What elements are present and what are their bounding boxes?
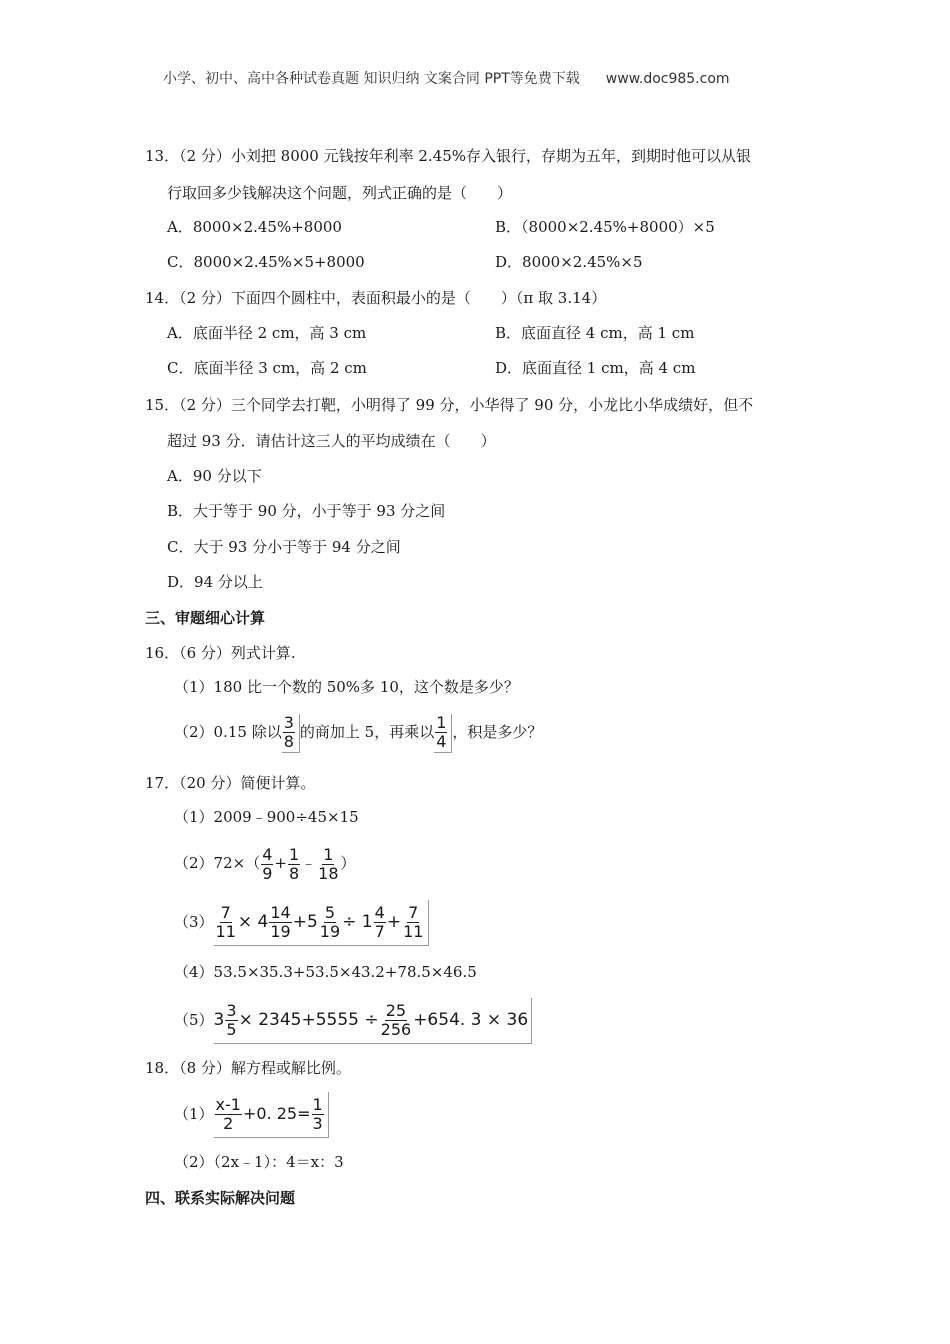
q14-option-d: D．底面直径 1 cm，高 4 cm (495, 359, 696, 377)
q18-part2: （2）（2x﹣1）：4＝x：3 (174, 1153, 344, 1171)
q13-line1: 13．（2 分）小刘把 8000 元钱按年利率 2.45%存入银行，存期为五年，到期时他可以从银 (145, 147, 752, 165)
fraction-denominator: 8 (283, 731, 294, 751)
q17-part2 (174, 841, 356, 885)
fraction-1-18 (317, 846, 339, 883)
fraction-1-3 (312, 1096, 324, 1133)
q17-part4: （4）53.5×35.3+53.5×43.2+78.5×46.5 (174, 963, 477, 981)
q15-line1: 15．（2 分）三个同学去打靶，小明得了 99 分，小华得了 90 分，小龙比小华成绩好，但不 (145, 396, 754, 414)
q14-option-c: C．底面半径 3 cm，高 2 cm (167, 359, 367, 377)
fraction-numerator: 7 (220, 902, 231, 922)
fraction-7-11 (215, 904, 237, 941)
q17-part1: （1）2009﹣900÷45×15 (174, 808, 359, 826)
fraction-25-256 (380, 1002, 413, 1039)
fraction-numerator: 14 (270, 902, 291, 922)
fraction-numerator: 3 (283, 712, 294, 732)
q13-option-b: B．（8000×2.45%+8000）×5 (495, 218, 715, 236)
q17-title: 17．（20 分）简便计算。 (145, 774, 316, 792)
fraction-14-19 (269, 904, 291, 941)
fraction-denominator: 8 (288, 863, 300, 883)
q17-part5-expression (214, 998, 533, 1044)
fraction-denominator: 19 (270, 921, 291, 941)
section-3-heading: 三、审题细心计算 (145, 609, 266, 627)
q15-option-a: A．90 分以下 (167, 467, 262, 485)
q18-part1-label: （1） (174, 1105, 214, 1123)
fraction-denominator: 11 (215, 921, 236, 941)
header-text: 小学、初中、高中各种试卷真题 知识归纳 文案合同 PPT等免费下载 (163, 71, 580, 87)
q17-part5 (174, 998, 532, 1044)
fraction-3-8 (282, 714, 300, 753)
q17-part5-label: （5） (174, 1011, 214, 1029)
header-url[interactable]: www.doc985.com (605, 71, 730, 87)
q13-option-c: C．8000×2.45%×5+8000 (167, 253, 365, 271)
q18-part1 (174, 1092, 329, 1138)
q15-line2: 超过 93 分．请估计这三人的平均成绩在（ ） (167, 432, 496, 450)
fraction-numerator: 5 (324, 902, 336, 922)
q17-part3-label: （3） (174, 913, 214, 931)
q16-title: 16．（6 分）列式计算. (145, 644, 296, 662)
q13-line2: 行取回多少钱解决这个问题，列式正确的是（ ） (167, 184, 513, 202)
fraction-4-7 (374, 904, 386, 941)
fraction-5-19 (319, 904, 341, 941)
expression-text: × 4 (237, 912, 269, 932)
expression-text: +654. 3 × 36 (413, 1010, 529, 1030)
fraction-denominator: 3 (312, 1113, 323, 1133)
fraction-3-5 (225, 1002, 237, 1039)
fraction-denominator: 11 (403, 921, 424, 941)
fraction-x-minus-1-over-2 (215, 1096, 242, 1133)
fraction-1-4 (434, 714, 452, 753)
fraction-numerator: 1 (436, 712, 447, 732)
page-header (163, 69, 730, 89)
expression-text: ÷ 1 (342, 912, 373, 932)
q15-option-d: D．94 分以上 (167, 573, 263, 591)
q14-option-a: A．底面半径 2 cm，高 3 cm (167, 324, 367, 342)
q13-option-a: A．8000×2.45%+8000 (167, 218, 342, 236)
q16-part2-suffix: ，积是多少？ (452, 723, 543, 741)
fraction-numerator: 7 (408, 902, 419, 922)
q16-part2 (174, 712, 542, 753)
section-4-heading: 四、联系实际解决问题 (145, 1189, 296, 1207)
fraction-denominator: 18 (318, 863, 339, 883)
fraction-numerator: 1 (323, 844, 334, 864)
fraction-numerator: 1 (312, 1094, 323, 1114)
fraction-numerator: 4 (374, 902, 385, 922)
expression-text: + (386, 912, 402, 932)
fraction-numerator: 25 (385, 1000, 407, 1020)
q16-part1: （1）180 比一个数的 50%多 10，这个数是多少？ (174, 678, 519, 696)
minus-operator: ﹣ (301, 854, 317, 872)
q17-part3 (174, 900, 429, 946)
fraction-1-8 (288, 846, 300, 883)
fraction-denominator: 9 (262, 863, 273, 883)
q16-part2-middle: 的商加上 5，再乘以 (299, 723, 435, 741)
fraction-numerator: 1 (288, 844, 300, 864)
q16-part2-prefix: （2）0.15 除以 (174, 723, 282, 741)
expression-text: 3 (213, 1010, 225, 1030)
fraction-numerator: 3 (226, 1000, 237, 1020)
fraction-denominator: 4 (436, 731, 447, 751)
q15-option-c: C．大于 93 分小于等于 94 分之间 (167, 538, 401, 556)
q18-part1-equation (214, 1092, 329, 1138)
fraction-7-11 (402, 904, 424, 941)
fraction-numerator: 4 (262, 844, 273, 864)
q14-option-b: B．底面直径 4 cm，高 1 cm (495, 324, 695, 342)
q17-part3-expression (214, 900, 430, 946)
q17-part2-label: （2）72×（ (174, 854, 261, 872)
plus-operator: + (274, 854, 287, 872)
fraction-denominator: 7 (374, 921, 385, 941)
q13-option-d: D．8000×2.45%×5 (495, 253, 643, 271)
expression-text: × 2345+5555 ÷ (238, 1010, 379, 1030)
fraction-denominator: 19 (319, 921, 341, 941)
expression-text: +5 (292, 912, 318, 932)
q15-option-b: B．大于等于 90 分，小于等于 93 分之间 (167, 502, 446, 520)
fraction-denominator: 5 (226, 1019, 237, 1039)
fraction-4-9 (261, 846, 273, 883)
fraction-numerator: x-1 (215, 1094, 241, 1114)
equation-text: +0. 25= (242, 1104, 311, 1123)
fraction-denominator: 256 (380, 1019, 412, 1039)
q14-line1: 14．（2 分）下面四个圆柱中，表面积最小的是（ ）（π 取 3.14） (145, 289, 607, 307)
fraction-denominator: 2 (223, 1113, 234, 1133)
q18-title: 18．（8 分）解方程或解比例。 (145, 1059, 351, 1077)
close-paren: ） (340, 854, 356, 872)
